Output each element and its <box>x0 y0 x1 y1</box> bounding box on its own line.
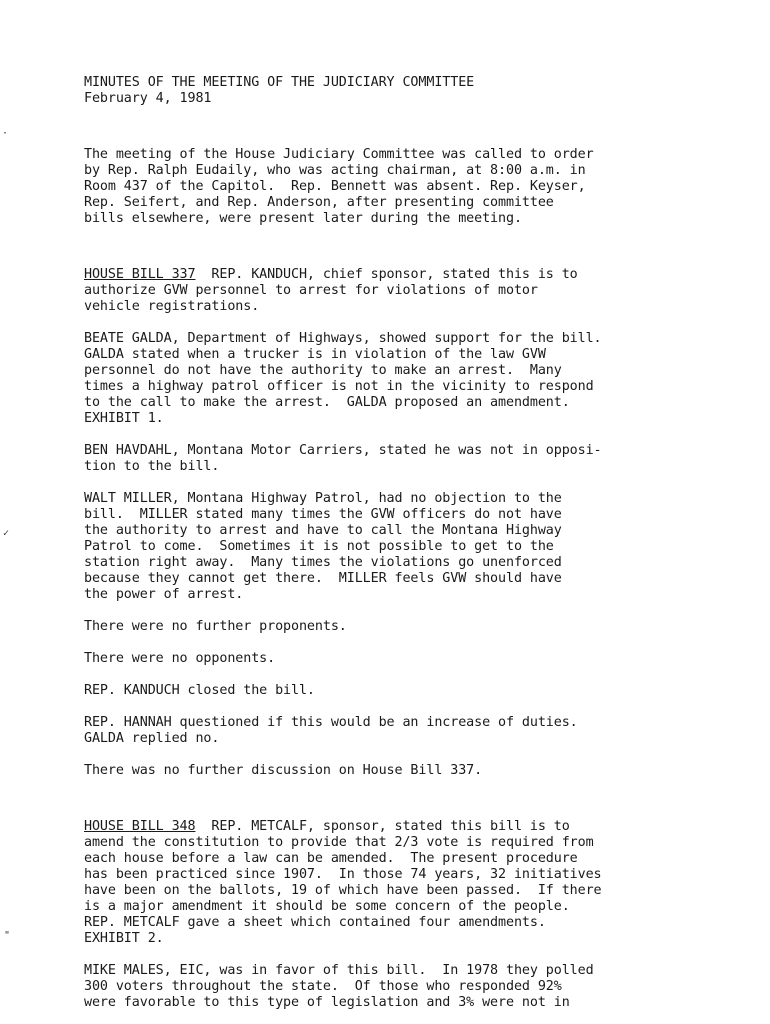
closed-line: REP. KANDUCH closed the bill. <box>84 683 315 698</box>
text-line: were favorable to this type of legislation and 3% were not in <box>84 995 570 1010</box>
margin-mark: ✓ <box>3 528 10 539</box>
no-discussion-line: There was no further discussion on House Bill 337. <box>84 763 483 778</box>
text-line: EXHIBIT 2. <box>84 931 164 946</box>
margin-mark: " <box>4 930 11 941</box>
text-line: Rep. Seifert, and Rep. Anderson, after presenting committee <box>84 195 554 210</box>
text-line: bills elsewhere, were present later during the meeting. <box>84 211 522 226</box>
text-line: each house before a law can be amended. The present procedure <box>84 851 578 866</box>
text-line: WALT MILLER, Montana Highway Patrol, had no objection to the <box>84 491 562 506</box>
document-title: MINUTES OF THE MEETING OF THE JUDICIARY COMMITTEE <box>84 75 475 90</box>
text-line: 300 voters throughout the state. Of those who responded 92% <box>84 979 562 994</box>
margin-mark: · <box>2 128 9 139</box>
text-line: The meeting of the House Judiciary Committee was called to order <box>84 147 594 162</box>
hb348-first-line <box>84 819 734 835</box>
document-date: February 4, 1981 <box>84 91 212 106</box>
text-line: tion to the bill. <box>84 459 220 474</box>
text-line: REP. METCALF gave a sheet which contained four amendments. <box>84 915 546 930</box>
no-proponents-line: There were no further proponents. <box>84 619 347 634</box>
text-line: the power of arrest. <box>84 587 244 602</box>
text-line: times a highway patrol officer is not in the vicinity to respond <box>84 379 594 394</box>
text-line: MIKE MALES, EIC, was in favor of this bill. In 1978 they polled <box>84 963 594 978</box>
document-page <box>84 75 734 1011</box>
text-line: because they cannot get there. MILLER feels GVW should have <box>84 571 562 586</box>
hb348-heading: HOUSE BILL 348 <box>84 819 196 834</box>
text-line: to the call to make the arrest. GALDA proposed an amendment. <box>84 395 570 410</box>
text-line: BEN HAVDAHL, Montana Motor Carriers, stated he was not in opposi- <box>84 443 602 458</box>
galda-paragraph <box>84 331 734 427</box>
text-line: station right away. Many times the violations go unenforced <box>84 555 562 570</box>
text-line: EXHIBIT 1. <box>84 411 164 426</box>
text-line: personnel do not have the authority to make an arrest. Many <box>84 363 562 378</box>
text-line: vehicle registrations. <box>84 299 260 314</box>
text-line: is a major amendment it should be some concern of the people. <box>84 899 570 914</box>
males-paragraph <box>84 963 734 1011</box>
hb337-heading: HOUSE BILL 337 <box>84 267 196 282</box>
text-line: BEATE GALDA, Department of Highways, showed support for the bill. <box>84 331 602 346</box>
hb337-first-line <box>84 267 734 283</box>
text-span: REP. KANDUCH, chief sponsor, stated this is to <box>195 267 578 282</box>
text-line: REP. HANNAH questioned if this would be an increase of duties. <box>84 715 578 730</box>
text-line: Patrol to come. Sometimes it is not possible to get to the <box>84 539 554 554</box>
text-line: authorize GVW personnel to arrest for violations of motor <box>84 283 538 298</box>
havdahl-paragraph <box>84 443 734 475</box>
text-line: have been on the ballots, 19 of which have been passed. If there <box>84 883 602 898</box>
intro-paragraph <box>84 147 734 227</box>
hb348-section <box>84 819 734 1011</box>
text-line: GALDA replied no. <box>84 731 220 746</box>
no-opponents-line: There were no opponents. <box>84 651 276 666</box>
text-line: Room 437 of the Capitol. Rep. Bennett was absent. Rep. Keyser, <box>84 179 586 194</box>
text-line: by Rep. Ralph Eudaily, who was acting chairman, at 8:00 a.m. in <box>84 163 586 178</box>
hannah-paragraph <box>84 715 734 747</box>
text-line: amend the constitution to provide that 2/3 vote is required from <box>84 835 594 850</box>
text-line: bill. MILLER stated many times the GVW officers do not have <box>84 507 562 522</box>
text-line: has been practiced since 1907. In those 74 years, 32 initiatives <box>84 867 602 882</box>
text-line: the authority to arrest and have to call the Montana Highway <box>84 523 562 538</box>
miller-paragraph <box>84 491 734 603</box>
hb337-section <box>84 267 734 779</box>
text-line: GALDA stated when a trucker is in violation of the law GVW <box>84 347 546 362</box>
text-span: REP. METCALF, sponsor, stated this bill is to <box>195 819 570 834</box>
